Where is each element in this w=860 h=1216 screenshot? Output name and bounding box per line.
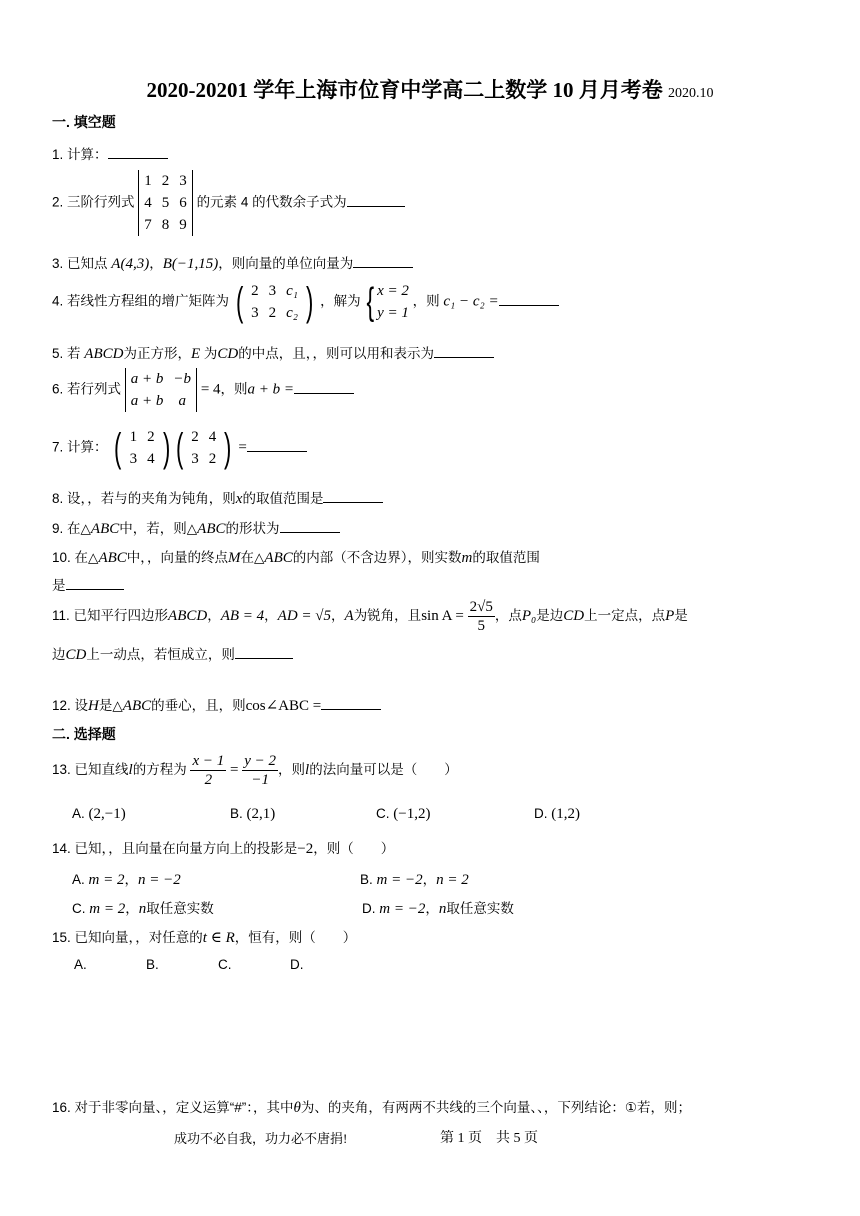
q3-text-2: ，则向量的单位向量为 (218, 256, 354, 271)
det-cell: a + b (130, 393, 164, 409)
right-paren: ) (305, 280, 314, 324)
question-12 (52, 694, 381, 715)
question-16 (52, 1096, 691, 1117)
q13-text: ，则 (278, 762, 306, 778)
option-text: 取任意实数 (146, 901, 214, 916)
q4-solution-system (377, 280, 409, 324)
q3-text: 已知点 (67, 256, 108, 271)
q13-fraction-2 (242, 752, 278, 789)
q10-text: 的取值范围 (472, 550, 540, 565)
option-label: B. (230, 806, 243, 821)
q11-number: 11. (52, 608, 70, 624)
q15-option-b[interactable]: B. (146, 957, 159, 972)
q14-option-a[interactable] (72, 868, 181, 889)
q13-option-b[interactable] (230, 806, 275, 823)
q8-answer-blank[interactable] (323, 490, 383, 503)
question-4 (52, 280, 559, 324)
q3-point-b: B(−1,15) (162, 256, 219, 272)
question-11-line-2 (52, 643, 293, 664)
q14-option-b[interactable] (360, 868, 469, 889)
det-cell: 2 (161, 173, 170, 189)
q12-var: ABC (122, 698, 152, 714)
q8-text: 的取值范围是 (242, 491, 324, 506)
fraction-denominator: 2 (204, 772, 213, 788)
det-cell: 7 (144, 217, 152, 233)
q13-option-a[interactable] (72, 806, 126, 823)
option-sep: ， (124, 872, 138, 887)
q3-answer-blank[interactable] (353, 255, 413, 268)
q11-sep: ， (207, 608, 221, 624)
q9-answer-blank[interactable] (280, 520, 340, 533)
q11-sep: ， (264, 608, 278, 624)
q15-text: ，恒有，则（ ） (234, 930, 357, 945)
matrix-cell: 3 (268, 283, 277, 299)
left-brace: { (366, 281, 375, 323)
q13-option-c[interactable] (376, 806, 430, 823)
q1-answer-blank[interactable] (108, 146, 168, 159)
q4-pre-text: 若线性方程组的增广矩阵为 (67, 293, 230, 309)
det-cell: 6 (179, 195, 187, 211)
q10-number: 10. (52, 550, 71, 565)
title-text: 2020-20201 学年上海市位育中学高二上数学 10 月月考卷 (146, 78, 663, 102)
q8-text: 设，，若与的夹角为钝角，则 (67, 491, 236, 506)
q6-pre-text: 若行列式 (67, 381, 122, 397)
question-7 (52, 426, 307, 470)
option-value: m = −2 (379, 901, 426, 917)
q11-var: ABCD (168, 608, 208, 625)
fraction-numerator: x − 1 (192, 753, 225, 769)
matrix-cell: 3 (129, 451, 138, 467)
q16-var: θ (293, 1100, 301, 1116)
q16-text: 对于非零向量、，定义运算“#”：，其中 (74, 1100, 294, 1115)
question-15 (52, 926, 356, 947)
q14-option-c[interactable] (72, 897, 214, 918)
matrix-cell: 2 (208, 451, 217, 467)
q8-number: 8. (52, 491, 64, 506)
q12-answer-blank[interactable] (321, 697, 381, 710)
q12-text: 是△ (98, 698, 123, 713)
q11-var: P (665, 608, 675, 625)
option-label: D. (534, 806, 548, 821)
matrix-cell: 1 (129, 429, 138, 445)
matrix-cell: 3 (251, 305, 259, 321)
q6-determinant (125, 368, 197, 412)
q5-text: 为 (203, 346, 218, 361)
q11-var: A (344, 608, 354, 625)
q4-post-text: ，则 (412, 293, 440, 309)
q11-sin: sin A = (421, 608, 464, 625)
question-10 (52, 546, 540, 567)
q15-var: t ∈ R (202, 930, 235, 946)
q4-augmented-matrix (246, 280, 303, 324)
q6-post-text: ，则 (220, 381, 248, 397)
q14-text: 已知，，且向量在向量方向上的投影是 (74, 841, 298, 856)
q5-text: 为正方形， (123, 346, 191, 361)
q11-var: P₀ (521, 608, 537, 625)
question-10-line-2 (52, 574, 124, 594)
q11-ad: AD = √5 (277, 608, 332, 625)
q11-text: 为锐角，且 (353, 608, 422, 624)
q4-mid-text: ，解为 (320, 293, 361, 309)
q2-answer-blank[interactable] (347, 194, 405, 207)
q14-option-d[interactable] (362, 897, 514, 918)
q5-answer-blank[interactable] (434, 345, 494, 358)
q10-var: ABC (98, 550, 127, 566)
q12-text: 的垂心，且，则 (151, 698, 246, 713)
matrix-cell: c₁ (286, 283, 298, 299)
q12-expression: cos∠ABC = (245, 698, 322, 714)
option-sep: ， (422, 872, 437, 887)
q11-text: 是 (674, 608, 688, 624)
q7-equals: = (238, 439, 247, 456)
footer-motto: 成功不必自我，功力必不唐捐! (174, 1131, 348, 1146)
fraction-numerator: 2√5 (469, 599, 493, 615)
question-1 (52, 143, 168, 163)
q11-text: 边 (52, 647, 66, 662)
option-sep: ， (425, 901, 439, 916)
matrix-cell: 2 (147, 429, 155, 445)
q4-answer-blank[interactable] (499, 293, 559, 306)
option-value: n (138, 901, 147, 917)
question-5 (52, 342, 494, 363)
fraction-denominator: −1 (251, 772, 269, 788)
q15-option-c[interactable]: C. (218, 957, 232, 972)
q7-number: 7. (52, 439, 64, 455)
q14-value: −2 (297, 841, 314, 857)
q3-sep: ， (149, 256, 163, 271)
q1-text: 计算： (67, 147, 108, 162)
det-cell: a + b (130, 371, 164, 387)
q2-number: 2. (52, 194, 64, 210)
q11-sep: ， (331, 608, 345, 624)
q7-pre-text: 计算： (67, 439, 108, 455)
option-value: m = −2 (376, 872, 423, 888)
q13-text: 已知直线 (74, 762, 129, 778)
q15-option-a[interactable]: A. (74, 957, 87, 972)
q14-number: 14. (52, 841, 71, 856)
det-cell: 1 (144, 173, 152, 189)
option-value: (2,1) (246, 806, 276, 822)
left-paren: ( (175, 426, 184, 470)
q3-point-a: A(4,3) (111, 256, 150, 272)
q2-post-text: 的元素 4 的代数余子式为 (196, 194, 347, 210)
q11-ab: AB = 4 (220, 608, 265, 625)
option-text: 取任意实数 (446, 901, 514, 916)
question-13 (52, 752, 458, 789)
q11-fraction (468, 598, 495, 635)
q11-text: 已知平行四边形 (73, 608, 169, 624)
q6-number: 6. (52, 381, 64, 397)
option-value: (−1,2) (393, 806, 431, 822)
section-fill-heading: 一. 填空题 (52, 114, 116, 130)
q11-text: 是边 (536, 608, 564, 624)
q8-var: x (235, 491, 243, 507)
q11-text: 上一定点，点 (584, 608, 666, 624)
q15-number: 15. (52, 930, 71, 945)
option-value: n (438, 901, 447, 917)
option-label: C. (376, 806, 390, 821)
left-paren: ( (235, 280, 244, 324)
q5-var: CD (217, 346, 239, 362)
q7-matrix-1 (125, 426, 160, 470)
q13-text: 的方程为 (132, 762, 187, 778)
q12-text: 设 (74, 698, 89, 713)
q13-equals: = (230, 762, 239, 779)
q9-number: 9. (52, 521, 64, 536)
q10-text: 在△ (240, 550, 265, 565)
q6-equals: = 4 (200, 381, 221, 398)
q10-var: m (461, 550, 473, 566)
q12-number: 12. (52, 698, 71, 713)
q13-option-d[interactable] (534, 806, 580, 823)
q13-number: 13. (52, 762, 71, 778)
q12-var: H (88, 698, 99, 714)
det-cell: 4 (144, 195, 152, 211)
matrix-cell: 3 (191, 451, 199, 467)
fraction-denominator: 5 (477, 618, 485, 634)
left-paren: ( (114, 426, 122, 470)
question-3 (52, 252, 413, 273)
q3-number: 3. (52, 256, 64, 271)
option-value: n = 2 (436, 872, 469, 888)
q6-expression: a + b = (247, 381, 295, 398)
q1-number: 1. (52, 147, 64, 162)
matrix-cell: 2 (251, 283, 259, 299)
q14-text: ，则（ ） (313, 841, 395, 856)
question-14 (52, 837, 394, 858)
q10-var: M (228, 550, 241, 566)
q11-answer-blank[interactable] (235, 646, 293, 659)
q10-var: ABC (264, 550, 293, 566)
q7-answer-blank[interactable] (247, 439, 307, 452)
q5-text: 的中点，且，，则可以用和表示为 (238, 346, 434, 361)
option-sep: ， (125, 901, 139, 916)
q11-text: ，点 (494, 608, 522, 624)
q5-var: E (190, 346, 201, 362)
q9-var: ABC (90, 521, 120, 537)
q16-text: 为、的夹角，有两两不共线的三个向量、、，下列结论：①若，则； (300, 1100, 692, 1115)
footer-page-number: 第 1 页 共 5 页 (440, 1131, 538, 1146)
q9-var: ABC (197, 521, 226, 537)
q2-pre-text: 三阶行列式 (67, 194, 135, 210)
q13-var: l (305, 762, 310, 779)
q10-text: 的内部（不含边界），则实数 (292, 550, 462, 565)
q5-var: ABCD (84, 346, 124, 362)
det-cell: 3 (179, 173, 187, 189)
q11-text: 上一动点，若恒成立，则 (86, 647, 235, 662)
option-value: (2,−1) (88, 806, 126, 822)
det-cell: 9 (179, 217, 187, 233)
det-cell: a (178, 393, 186, 409)
det-cell: −b (173, 371, 192, 387)
q9-text: 的形状为 (225, 521, 280, 536)
option-value: m = 2 (88, 872, 125, 888)
system-line: y = 1 (377, 305, 409, 321)
q13-var: l (128, 762, 133, 779)
matrix-cell: 4 (147, 451, 155, 467)
matrix-cell: 4 (208, 429, 217, 445)
matrix-cell: 2 (268, 305, 277, 321)
q15-text: 已知向量，，对任意的 (74, 930, 203, 945)
option-label: A. (72, 806, 85, 821)
matrix-cell: 2 (191, 429, 199, 445)
q16-number: 16. (52, 1100, 71, 1115)
q5-text: 若 (67, 346, 81, 361)
fraction-numerator: y − 2 (244, 753, 277, 769)
q10-text: 在△ (74, 550, 99, 565)
option-label: C. (72, 901, 86, 916)
option-label: B. (360, 872, 373, 887)
system-line: x = 2 (377, 283, 409, 299)
q11-var: CD (563, 608, 585, 625)
q9-text: 中，若，则△ (119, 521, 198, 536)
right-paren: ) (162, 426, 170, 470)
question-11 (52, 598, 688, 635)
q10-answer-blank[interactable] (66, 577, 124, 590)
q15-option-d[interactable]: D. (290, 957, 304, 972)
question-6 (52, 368, 354, 412)
q13-text: 的法向量可以是（ ） (309, 762, 458, 778)
q2-determinant (138, 170, 193, 236)
title-date: 2020.10 (668, 86, 714, 101)
q10-text: 中，，向量的终点 (126, 550, 229, 565)
section-choice-heading: 二. 选择题 (52, 726, 116, 742)
q4-number: 4. (52, 293, 64, 309)
q5-number: 5. (52, 346, 64, 361)
question-8 (52, 487, 383, 508)
page-title (0, 74, 860, 104)
q13-fraction-1 (190, 752, 226, 789)
right-paren: ) (224, 426, 232, 470)
q6-answer-blank[interactable] (294, 381, 354, 394)
option-value: (1,2) (551, 806, 581, 822)
q9-text: 在△ (67, 521, 91, 536)
det-cell: 8 (161, 217, 170, 233)
option-label: A. (72, 872, 85, 887)
q7-matrix-2 (186, 426, 221, 470)
option-label: D. (362, 901, 376, 916)
question-9 (52, 517, 340, 538)
q11-var: CD (65, 647, 87, 663)
q4-expression: c₁ − c₂ = (443, 293, 499, 310)
question-2 (52, 170, 405, 236)
option-value: n = −2 (138, 872, 181, 888)
option-value: m = 2 (89, 901, 126, 917)
matrix-cell: c₂ (286, 305, 298, 321)
q10-text: 是 (52, 578, 66, 593)
det-cell: 5 (161, 195, 170, 211)
